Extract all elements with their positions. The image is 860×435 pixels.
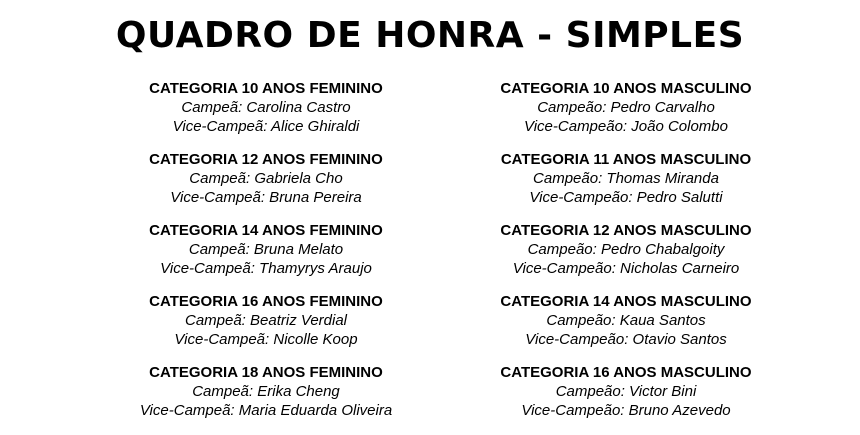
champion-name: Campeão: Kaua Santos <box>546 312 706 329</box>
category-block <box>436 222 816 293</box>
male-categories-column <box>436 80 816 435</box>
runner-up-name: Vice-Campeão: Bruno Azevedo <box>521 402 731 419</box>
runner-up-name: Vice-Campeão: João Colombo <box>523 118 728 135</box>
category-heading: CATEGORIA 14 ANOS FEMININO <box>149 222 383 239</box>
category-block <box>76 293 456 364</box>
champion-name: Campeã: Erika Cheng <box>192 383 340 400</box>
category-block <box>436 151 816 222</box>
champion-name: Campeão: Pedro Carvalho <box>537 99 715 116</box>
runner-up-name: Vice-Campeão: Otavio Santos <box>525 331 727 348</box>
category-heading: CATEGORIA 16 ANOS MASCULINO <box>500 364 752 381</box>
runner-up-name: Vice-Campeão: Pedro Salutti <box>529 189 723 206</box>
champion-name: Campeã: Carolina Castro <box>181 99 351 116</box>
category-block <box>436 293 816 364</box>
category-block <box>76 80 456 151</box>
female-categories-column <box>76 80 456 435</box>
champion-name: Campeão: Thomas Miranda <box>533 170 719 187</box>
category-block <box>76 364 456 435</box>
category-block <box>76 151 456 222</box>
runner-up-name: Vice-Campeão: Nicholas Carneiro <box>512 260 740 277</box>
category-heading: CATEGORIA 10 ANOS FEMININO <box>149 80 383 97</box>
category-heading: CATEGORIA 11 ANOS MASCULINO <box>500 151 752 168</box>
page-title: QUADRO DE HONRA - SIMPLES <box>115 15 745 56</box>
champion-name: Campeão: Pedro Chabalgoity <box>527 241 725 258</box>
runner-up-name: Vice-Campeã: Maria Eduarda Oliveira <box>139 402 393 419</box>
champion-name: Campeão: Victor Bini <box>555 383 697 400</box>
runner-up-name: Vice-Campeã: Thamyrys Araujo <box>160 260 372 277</box>
category-block <box>436 80 816 151</box>
category-block <box>436 364 816 435</box>
category-heading: CATEGORIA 14 ANOS MASCULINO <box>500 293 752 310</box>
category-heading: CATEGORIA 12 ANOS FEMININO <box>149 151 383 168</box>
category-block <box>76 222 456 293</box>
runner-up-name: Vice-Campeã: Nicolle Koop <box>174 331 358 348</box>
runner-up-name: Vice-Campeã: Bruna Pereira <box>170 189 362 206</box>
category-heading: CATEGORIA 16 ANOS FEMININO <box>149 293 383 310</box>
category-heading: CATEGORIA 12 ANOS MASCULINO <box>500 222 752 239</box>
category-heading: CATEGORIA 10 ANOS MASCULINO <box>500 80 752 97</box>
champion-name: Campeã: Bruna Melato <box>188 241 344 258</box>
runner-up-name: Vice-Campeã: Alice Ghiraldi <box>172 118 360 135</box>
category-heading: CATEGORIA 18 ANOS FEMININO <box>149 364 383 381</box>
champion-name: Campeã: Gabriela Cho <box>189 170 343 187</box>
champion-name: Campeã: Beatriz Verdial <box>184 312 348 329</box>
